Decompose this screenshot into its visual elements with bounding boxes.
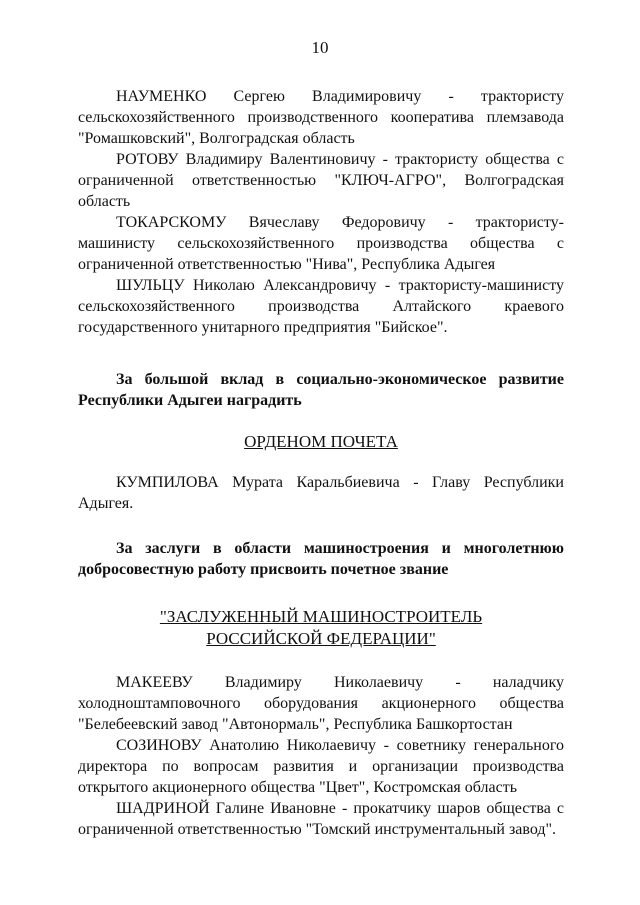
award-recipient-paragraph: КУМПИЛОВА Мурата Каральбиевича - Главу Республики Адыгея. [78, 474, 564, 512]
award-intro-1: За большой вклад в социально-экономическое развитие Республики Адыгеи наградить [78, 371, 564, 409]
award-recipient-paragraph: ШАДРИНОЙ Галине Ивановне - прокатчику шаров общества с ограниченной ответственностью "Томский инструментальный завод". [78, 800, 564, 838]
award-recipient-paragraph: НАУМЕНКО Сергею Владимировичу - трактористу сельскохозяйственного производственного кооператива племзавода "Ромашковский", Волгоградская область [78, 88, 564, 147]
award-title-2-line-1: "ЗАСЛУЖЕННЫЙ МАШИНОСТРОИТЕЛЬ [159, 607, 483, 626]
award-title-2 [78, 606, 564, 650]
award-intro-2: За заслуги в области машиностроения и многолетнюю добросовестную работу присвоить почетное звание [78, 540, 564, 578]
award-recipient-paragraph: РОТОВУ Владимиру Валентиновичу - трактористу общества с ограниченной ответственностью "КЛЮЧ-АГРО", Волгоградская область [78, 151, 564, 210]
award-recipient-paragraph: ШУЛЬЦУ Николаю Александровичу - трактористу-машинисту сельскохозяйственного производства Алтайского краевого государственного унитарного предприятия "Бийское". [78, 277, 564, 336]
document-body [78, 86, 564, 840]
award-recipient-paragraph: СОЗИНОВУ Анатолию Николаевичу - советнику генерального директора по вопросам развития и организации производства открытого акционерного общества "Цвет", Костромская область [78, 737, 564, 796]
award-recipient-paragraph: МАКЕЕВУ Владимиру Николаевичу - наладчику холодноштамповочного оборудования акционерного общества "Белебеевский завод "Автонормаль", Республика Башкортостан [78, 674, 564, 733]
page-number: 10 [311, 38, 329, 57]
award-title-1: ОРДЕНОМ ПОЧЕТА [244, 432, 398, 451]
award-title-2-line-2: РОССИЙСКОЙ ФЕДЕРАЦИИ" [206, 629, 436, 648]
award-recipient-paragraph: ТОКАРСКОМУ Вячеславу Федоровичу - трактористу-машинисту сельскохозяйственного производства общества с ограниченной ответственностью "Нива", Республика Адыгея [78, 214, 564, 273]
